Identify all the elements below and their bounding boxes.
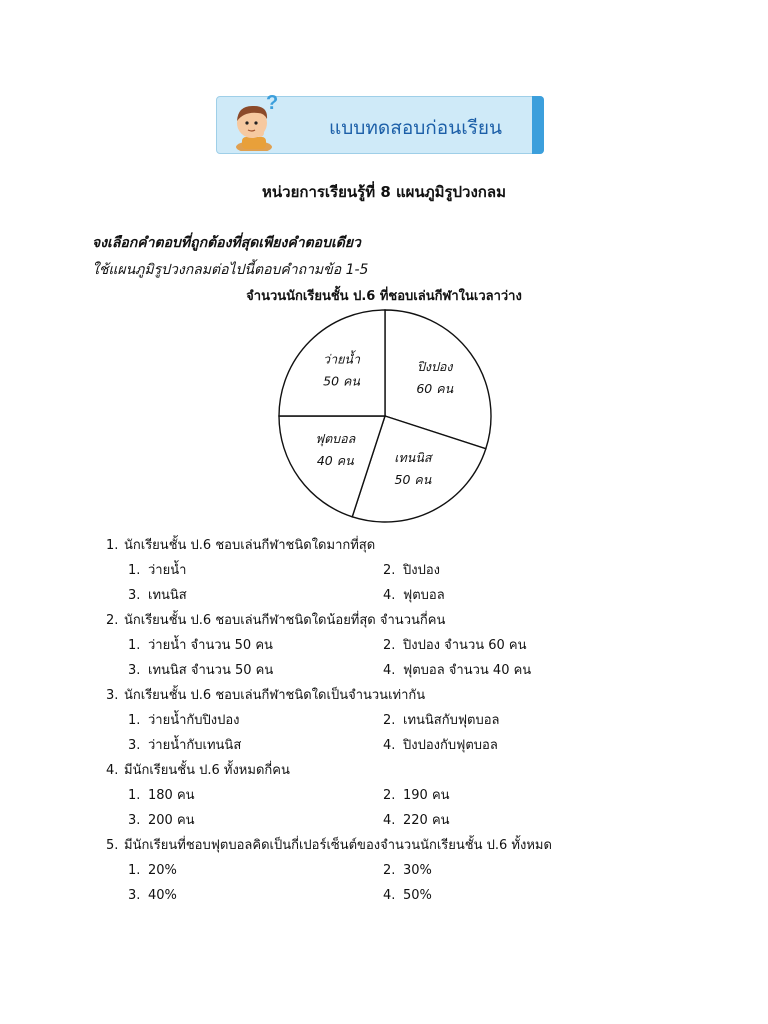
option-number: 3. [128, 888, 141, 903]
question-text: นักเรียนชั้น ป.6 ชอบเล่นกีฬาชนิดใดเป็นจำนวนเท่ากัน [124, 688, 426, 703]
answer-option[interactable] [128, 708, 383, 733]
option-text: ฟุตบอล [403, 588, 445, 603]
option-number: 3. [128, 738, 141, 753]
option-number: 1. [128, 863, 141, 878]
option-number: 4. [383, 813, 396, 828]
option-row [106, 583, 746, 608]
question-stem [106, 833, 746, 858]
option-text: 190 คน [403, 788, 450, 803]
option-row [106, 633, 746, 658]
option-number: 1. [128, 713, 141, 728]
option-text: 30% [403, 863, 432, 878]
question-2 [106, 608, 746, 683]
answer-option[interactable] [383, 883, 638, 908]
answer-option[interactable] [128, 558, 383, 583]
question-number: 3. [106, 688, 119, 703]
option-text: เทนนิส [148, 588, 187, 603]
option-text: ว่ายน้ำกับเทนนิส [148, 738, 242, 753]
svg-text:?: ? [266, 92, 279, 114]
option-number: 1. [128, 638, 141, 653]
slice-value-2: 40 คน [316, 453, 354, 469]
option-number: 4. [383, 738, 396, 753]
instruction-sub: ใช้แผนภูมิรูปวงกลมต่อไปนี้ตอบคำถามข้อ 1-5 [92, 262, 369, 278]
answer-option[interactable] [383, 558, 638, 583]
question-1 [106, 533, 746, 608]
slice-name-2: ฟุตบอล [315, 431, 356, 447]
answer-option[interactable] [128, 858, 383, 883]
question-list [106, 533, 746, 908]
option-text: 40% [148, 888, 177, 903]
option-number: 4. [383, 588, 396, 603]
option-number: 3. [128, 813, 141, 828]
option-row [106, 658, 746, 683]
question-stem [106, 533, 746, 558]
answer-option[interactable] [128, 583, 383, 608]
option-row [106, 558, 746, 583]
answer-option[interactable] [128, 808, 383, 833]
slice-name-0: ปิงปอง [416, 358, 453, 374]
question-text: นักเรียนชั้น ป.6 ชอบเล่นกีฬาชนิดใดมากที่สุด [124, 538, 376, 553]
option-row [106, 858, 746, 883]
option-text: ปิงปอง [403, 563, 441, 578]
question-number: 2. [106, 613, 119, 628]
answer-option[interactable] [128, 783, 383, 808]
option-text: เทนนิส จำนวน 50 คน [148, 663, 274, 678]
answer-option[interactable] [128, 658, 383, 683]
option-number: 2. [383, 788, 396, 803]
answer-option[interactable] [383, 708, 638, 733]
option-row [106, 783, 746, 808]
unit-title: หน่วยการเรียนรู้ที่ 8 แผนภูมิรูปวงกลม [262, 183, 506, 201]
option-number: 2. [383, 638, 396, 653]
option-text: เทนนิสกับฟุตบอล [403, 713, 500, 728]
answer-option[interactable] [383, 858, 638, 883]
option-number: 3. [128, 663, 141, 678]
option-text: 200 คน [148, 813, 195, 828]
question-5 [106, 833, 746, 908]
slice-name-1: เทนนิส [394, 449, 432, 465]
thinking-boy-icon [224, 91, 284, 151]
question-text: นักเรียนชั้น ป.6 ชอบเล่นกีฬาชนิดใดน้อยที่สุด จำนวนกี่คน [124, 613, 446, 628]
slice-value-1: 50 คน [394, 471, 432, 487]
chart-title: จำนวนนักเรียนชั้น ป.6 ที่ชอบเล่นกีฬาในเวลาว่าง [246, 289, 522, 304]
question-number: 1. [106, 538, 119, 553]
pie-chart [270, 308, 500, 528]
banner-title: แบบทดสอบก่อนเรียน [329, 117, 503, 139]
question-stem [106, 608, 746, 633]
banner-tab [532, 96, 544, 154]
question-text: มีนักเรียนชั้น ป.6 ทั้งหมดกี่คน [124, 763, 290, 778]
question-stem [106, 758, 746, 783]
slice-value-3: 50 คน [323, 373, 360, 389]
option-number: 4. [383, 663, 396, 678]
option-text: ปิงปองกับฟุตบอล [403, 738, 498, 753]
slice-name-3: ว่ายน้ำ [323, 351, 360, 367]
option-row [106, 733, 746, 758]
option-text: 20% [148, 863, 177, 878]
option-row [106, 883, 746, 908]
option-number: 1. [128, 563, 141, 578]
answer-option[interactable] [383, 808, 638, 833]
question-4 [106, 758, 746, 833]
answer-option[interactable] [383, 733, 638, 758]
answer-option[interactable] [383, 658, 638, 683]
question-number: 5. [106, 838, 119, 853]
option-number: 2. [383, 563, 396, 578]
option-text: 50% [403, 888, 432, 903]
question-3 [106, 683, 746, 758]
slice-value-0: 60 คน [416, 380, 454, 396]
answer-option[interactable] [128, 883, 383, 908]
answer-option[interactable] [383, 783, 638, 808]
option-text: ว่ายน้ำ [148, 563, 187, 578]
option-number: 2. [383, 863, 396, 878]
option-number: 2. [383, 713, 396, 728]
option-text: 180 คน [148, 788, 195, 803]
answer-option[interactable] [128, 633, 383, 658]
option-number: 4. [383, 888, 396, 903]
option-row [106, 808, 746, 833]
option-text: ว่ายน้ำกับปิงปอง [148, 713, 240, 728]
question-text: มีนักเรียนที่ชอบฟุตบอลคิดเป็นกี่เปอร์เซ็นต์ของจำนวนนักเรียนชั้น ป.6 ทั้งหมด [124, 838, 552, 853]
option-row [106, 708, 746, 733]
option-number: 1. [128, 788, 141, 803]
answer-option[interactable] [383, 583, 638, 608]
question-stem [106, 683, 746, 708]
question-number: 4. [106, 763, 119, 778]
answer-option[interactable] [383, 633, 638, 658]
instruction-main: จงเลือกคำตอบที่ถูกต้องที่สุดเพียงคำตอบเดียว [92, 235, 361, 251]
option-text: ว่ายน้ำ จำนวน 50 คน [148, 638, 273, 653]
option-text: ฟุตบอล จำนวน 40 คน [403, 663, 532, 678]
option-number: 3. [128, 588, 141, 603]
answer-option[interactable] [128, 733, 383, 758]
option-text: ปิงปอง จำนวน 60 คน [403, 638, 527, 653]
option-text: 220 คน [403, 813, 450, 828]
